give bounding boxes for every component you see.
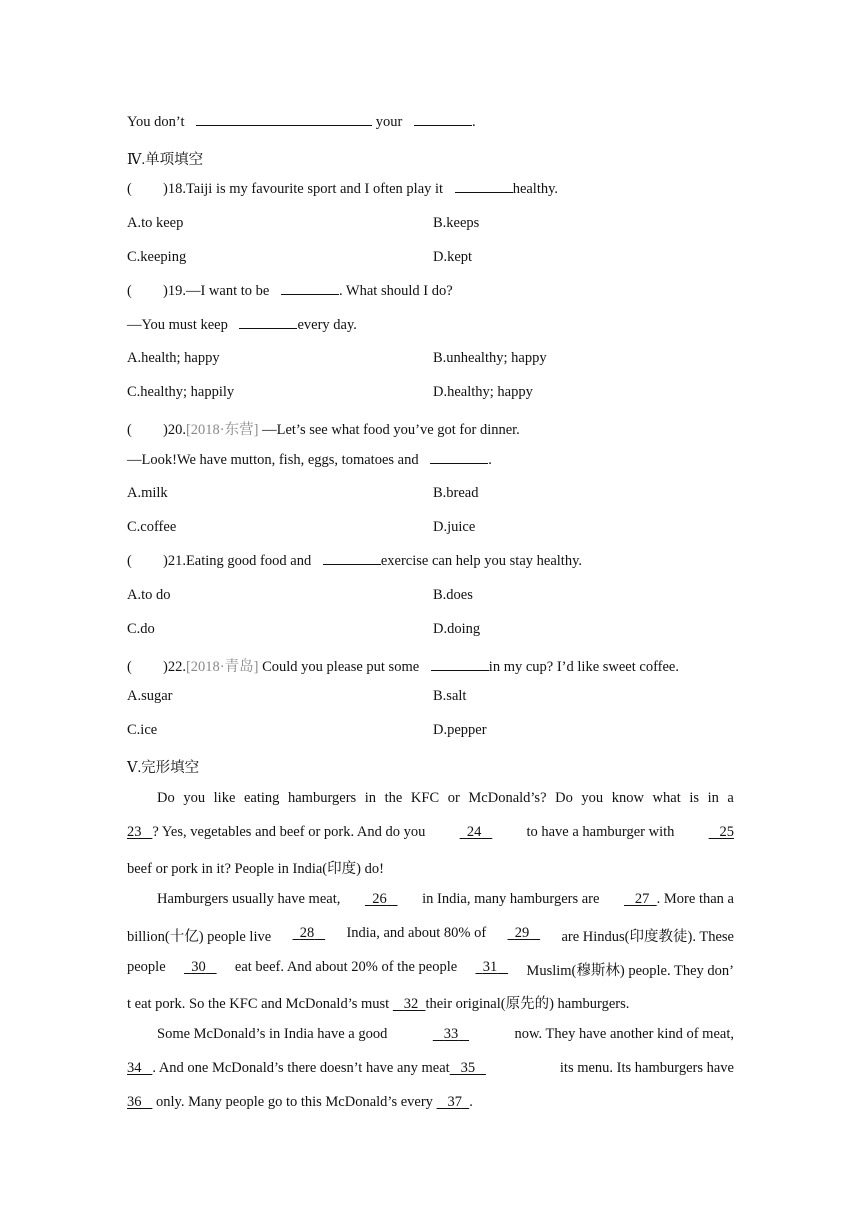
cloze-line bbox=[127, 925, 734, 946]
answer-blank bbox=[430, 452, 488, 464]
answer-blank bbox=[281, 283, 339, 295]
word: Do bbox=[555, 790, 573, 806]
blank-number: 36 bbox=[127, 1094, 142, 1110]
text: t eat pork. So the KFC and McDonald’s must bbox=[127, 996, 390, 1012]
option-b: B.bread bbox=[433, 485, 479, 501]
word: you bbox=[183, 790, 206, 806]
blank-number: 28 bbox=[299, 925, 315, 941]
word: McDonald’s? bbox=[468, 790, 547, 806]
option-a: A.to do bbox=[127, 587, 171, 603]
word: in bbox=[707, 790, 719, 806]
cloze-line bbox=[157, 790, 734, 807]
answer-paren: ( bbox=[127, 422, 132, 438]
option-d: D.pepper bbox=[433, 722, 487, 738]
blank-number: 29 bbox=[514, 925, 530, 941]
question-text: )20. bbox=[163, 422, 186, 438]
blank-number: 27 bbox=[634, 891, 650, 907]
answer-blank bbox=[431, 659, 489, 671]
text: Hamburgers usually have meat, bbox=[157, 891, 341, 907]
text: people bbox=[127, 959, 166, 975]
question-19-line2 bbox=[127, 317, 357, 334]
word: or bbox=[447, 790, 460, 806]
question-text: every day. bbox=[297, 317, 357, 333]
answer-blank bbox=[414, 114, 472, 126]
option-a: A.milk bbox=[127, 485, 168, 501]
question-text: )21.Eating good food and bbox=[163, 553, 312, 569]
word: know bbox=[611, 790, 644, 806]
text: your bbox=[375, 114, 403, 130]
word: hamburgers bbox=[287, 790, 357, 806]
option-c: C.healthy; happily bbox=[127, 384, 235, 400]
answer-blank bbox=[455, 181, 513, 193]
question-text: Could you please put some bbox=[258, 659, 420, 675]
word: a bbox=[727, 790, 734, 806]
option-d: D.healthy; happy bbox=[433, 384, 533, 400]
word: in bbox=[364, 790, 377, 806]
text: Muslim(穆斯林) people. They don’ bbox=[526, 963, 734, 979]
question-21 bbox=[127, 553, 582, 570]
question-22 bbox=[127, 655, 679, 676]
cloze-line bbox=[127, 1060, 734, 1077]
option-c: C.coffee bbox=[127, 519, 177, 535]
question-text: )22. bbox=[163, 659, 186, 675]
question-text: )19.—I want to be bbox=[163, 283, 270, 299]
cloze-line bbox=[157, 1026, 734, 1043]
option-d: D.kept bbox=[433, 249, 473, 265]
section-title-4: Ⅳ.单项填空 bbox=[127, 152, 204, 168]
word: Do bbox=[157, 790, 175, 806]
answer-blank bbox=[323, 553, 381, 565]
question-text: —Let’s see what food you’ve got for dinner. bbox=[258, 422, 520, 438]
text: billion(十亿) people live bbox=[127, 929, 272, 945]
text: . bbox=[471, 114, 476, 130]
text: are Hindus(印度教徒). These bbox=[561, 929, 734, 945]
question-19 bbox=[127, 283, 453, 300]
option-c: C.do bbox=[127, 621, 155, 637]
text: to have a hamburger with bbox=[526, 824, 675, 840]
text: . And one McDonald’s there doesn’t have any meat bbox=[152, 1060, 450, 1076]
blank-number: 24 bbox=[466, 824, 482, 840]
word: KFC bbox=[410, 790, 440, 806]
source-tag: [2018·青岛] bbox=[185, 659, 259, 675]
question-18 bbox=[127, 181, 558, 198]
cloze-line bbox=[127, 992, 629, 1013]
option-a: A.sugar bbox=[127, 688, 173, 704]
option-b: B.keeps bbox=[433, 215, 480, 231]
text: now. They have another kind of meat, bbox=[514, 1026, 734, 1042]
word: like bbox=[213, 790, 236, 806]
question-20 bbox=[127, 418, 520, 439]
question-text: . bbox=[488, 452, 492, 468]
text: . More than a bbox=[656, 891, 734, 907]
text: India, and about 80% of bbox=[346, 925, 487, 941]
option-a: A.health; happy bbox=[127, 350, 220, 366]
cloze-line bbox=[127, 959, 734, 980]
word: you bbox=[581, 790, 604, 806]
text: its menu. Its hamburgers have bbox=[559, 1060, 734, 1076]
blank-number: 23 bbox=[127, 824, 142, 840]
text: ? Yes, vegetables and beef or pork. And do you bbox=[152, 824, 426, 840]
option-c: C.ice bbox=[127, 722, 158, 738]
answer-paren: ( bbox=[127, 181, 132, 197]
question-20-line2 bbox=[127, 452, 492, 469]
word: the bbox=[384, 790, 403, 806]
text: Some McDonald’s in India have a good bbox=[157, 1026, 388, 1042]
option-c: C.keeping bbox=[127, 249, 187, 265]
answer-blank bbox=[196, 114, 372, 126]
blank-number: 31 bbox=[482, 959, 498, 975]
line-fill-blank bbox=[127, 114, 476, 131]
question-text: . What should I do? bbox=[338, 283, 453, 299]
question-text: —You must keep bbox=[127, 317, 228, 333]
question-text: exercise can help you stay healthy. bbox=[380, 553, 583, 569]
question-text: )18.Taiji is my favourite sport and I often play it bbox=[163, 181, 444, 197]
question-text: healthy. bbox=[512, 181, 559, 197]
blank-number: 37 bbox=[447, 1094, 462, 1110]
cloze-line bbox=[157, 891, 734, 908]
word: is bbox=[689, 790, 699, 806]
answer-paren: ( bbox=[127, 283, 132, 299]
section-title-5: Ⅴ.完形填空 bbox=[127, 760, 200, 776]
cloze-line bbox=[127, 824, 734, 841]
cloze-line bbox=[127, 1094, 473, 1111]
question-text: —Look!We have mutton, fish, eggs, tomatoes and bbox=[127, 452, 419, 468]
option-b: B.unhealthy; happy bbox=[433, 350, 547, 366]
blank-number: 35 bbox=[460, 1060, 476, 1076]
word: what bbox=[652, 790, 681, 806]
option-d: D.doing bbox=[433, 621, 481, 637]
text: only. Many people go to this McDonald’s every bbox=[156, 1094, 433, 1110]
text: eat beef. And about 20% of the people bbox=[234, 959, 458, 975]
text: . bbox=[469, 1094, 473, 1110]
blank-number: 34 bbox=[127, 1060, 142, 1076]
blank-number: 30 bbox=[191, 959, 206, 975]
blank-number: 25 bbox=[719, 824, 734, 840]
text: in India, many hamburgers are bbox=[422, 891, 600, 907]
answer-paren: ( bbox=[127, 659, 132, 675]
question-text: in my cup? I’d like sweet coffee. bbox=[488, 659, 679, 675]
text: You don’t bbox=[127, 114, 185, 130]
source-tag: [2018·东营] bbox=[185, 422, 259, 438]
text: their original(原先的) hamburgers. bbox=[425, 996, 630, 1012]
blank-number: 32 bbox=[403, 996, 419, 1012]
answer-paren: ( bbox=[127, 553, 132, 569]
word: eating bbox=[243, 790, 280, 806]
answer-blank bbox=[239, 317, 297, 329]
blank-number: 26 bbox=[372, 891, 387, 907]
blank-number: 33 bbox=[443, 1026, 459, 1042]
option-d: D.juice bbox=[433, 519, 476, 535]
option-a: A.to keep bbox=[127, 215, 184, 231]
option-b: B.does bbox=[433, 587, 473, 603]
option-b: B.salt bbox=[433, 688, 467, 704]
cloze-line: beef or pork in it? People in India(印度) do! bbox=[127, 861, 384, 877]
